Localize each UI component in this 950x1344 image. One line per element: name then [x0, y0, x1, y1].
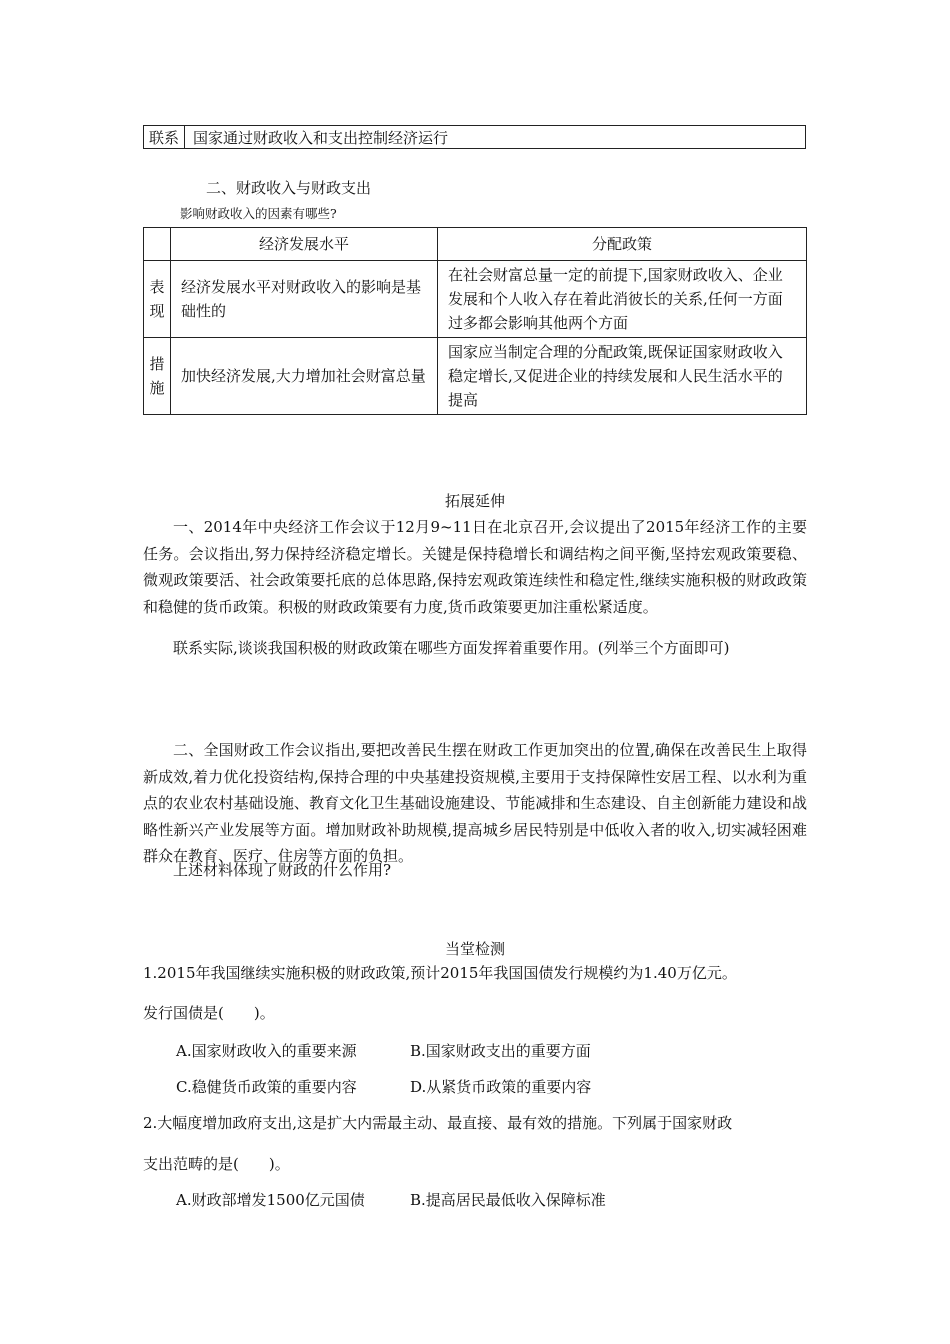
- table-header-row: [144, 228, 807, 261]
- option-b: B.国家财政支出的重要方面: [410, 1042, 591, 1060]
- section-question: 影响财政收入的因素有哪些?: [180, 206, 337, 221]
- factor-table: [143, 227, 807, 415]
- row-label: 措施: [144, 338, 171, 415]
- table-header-cell: 经济发展水平: [171, 228, 438, 261]
- quiz-question-1-cont: 发行国债是( )。: [143, 1004, 275, 1022]
- relation-text: 国家通过财政收入和支出控制经济运行: [193, 128, 449, 147]
- option-a: A.国家财政收入的重要来源: [176, 1042, 357, 1060]
- extension-paragraph-1: 一、2014年中央经济工作会议于12月9~11日在北京召开,会议提出了2015年经济工作的主要任务。会议指出,努力保持经济稳定增长。关键是保持稳增长和调结构之间平衡,坚持宏观政策要稳、微观政策要活、社会政策要托底的总体思路,保持宏观政策连续性和稳定性,继续实施积极的财政政策和稳健的货币政策。积极的财政政策要有力度,货币政策要更加注重松紧适度。: [143, 518, 807, 616]
- table-row: [144, 338, 807, 415]
- quiz-question-2-cont: 支出范畴的是( )。: [143, 1155, 290, 1173]
- section-title: 二、财政收入与财政支出: [206, 179, 372, 197]
- option-c: C.稳健货币政策的重要内容: [176, 1078, 357, 1096]
- extension-title: 拓展延伸: [444, 492, 505, 510]
- row-label: 表现: [144, 261, 171, 338]
- quiz-title: 当堂检测: [444, 940, 505, 958]
- extension-paragraph-2: 二、全国财政工作会议指出,要把改善民生摆在财政工作更加突出的位置,确保在改善民生上取得新成效,着力优化投资结构,保持合理的中央基建投资规模,主要用于支持保障性安居工程、以水利为重点的农业农村基础设施、教育文化卫生基础设施建设、节能减排和生态建设、自主创新能力建设和战略性新兴产业发展等方面。增加财政补助规模,提高城乡居民特别是中低收入者的收入,切实减轻困难群众在教育、医疗、住房等方面的负担。: [143, 741, 807, 865]
- table-cell: 经济发展水平对财政收入的影响是基础性的: [171, 261, 438, 338]
- table-cell: 在社会财富总量一定的前提下,国家财政收入、企业发展和个人收入存在着此消彼长的关系,任何一方面过多都会影响其他两个方面: [438, 261, 807, 338]
- relation-label: 联系: [144, 126, 185, 148]
- quiz-question-2: 2.大幅度增加政府支出,这是扩大内需最主动、最直接、最有效的措施。下列属于国家财政: [143, 1114, 733, 1132]
- table-cell: 国家应当制定合理的分配政策,既保证国家财政收入稳定增长,又促进企业的持续发展和人民生活水平的提高: [438, 338, 807, 415]
- extension-question-2: 上述材料体现了财政的什么作用?: [173, 861, 392, 879]
- option-d: D.从紧货币政策的重要内容: [410, 1078, 592, 1096]
- relation-table: [143, 125, 806, 149]
- extension-question-1: 联系实际,谈谈我国积极的财政政策在哪些方面发挥着重要作用。(列举三个方面即可): [173, 639, 730, 657]
- table-row: [144, 261, 807, 338]
- table-header-cell: 分配政策: [438, 228, 807, 261]
- quiz-question-1: 1.2015年我国继续实施积极的财政政策,预计2015年我国国债发行规模约为1.40万亿元。: [143, 964, 737, 982]
- table-cell: 加快经济发展,大力增加社会财富总量: [171, 338, 438, 415]
- table-header-cell: [144, 228, 171, 261]
- option-a: A.财政部增发1500亿元国债: [176, 1191, 365, 1209]
- option-b: B.提高居民最低收入保障标准: [410, 1191, 606, 1209]
